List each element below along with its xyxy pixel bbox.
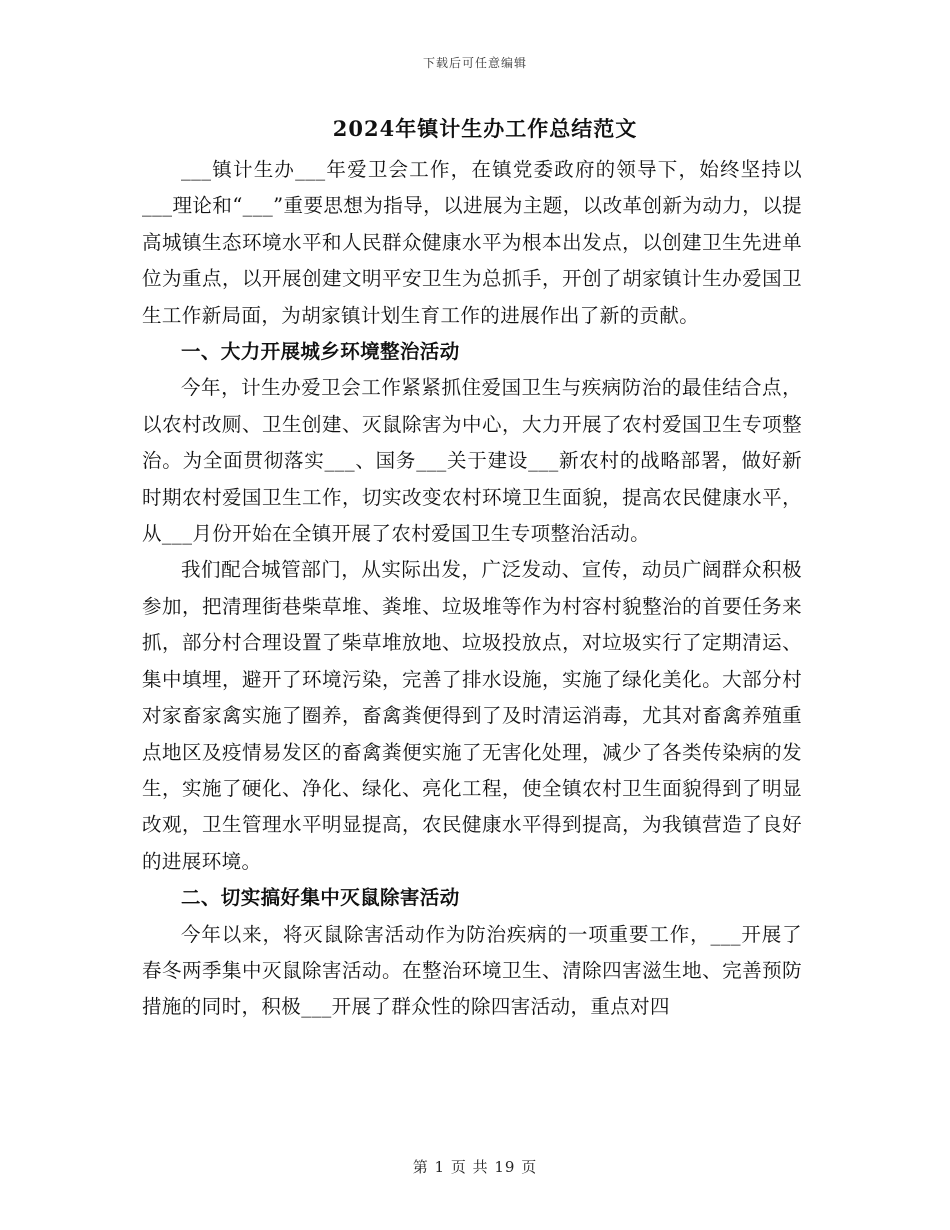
header-note: 下载后可任意编辑 bbox=[422, 56, 527, 70]
page-number-footer: 第 1 页 共 19 页 bbox=[412, 1158, 538, 1176]
section-1-paragraph-1: 今年，计生办爱卫会工作紧紧抓住爱国卫生与疾病防治的最佳结合点，以农村改厕、卫生创建、灭鼠除害为中心，大力开展了农村爱国卫生专项整治。为全面贯彻落实___、国务___关于建设___新农村的战略部署，做好新时期农村爱国卫生工作，切实改变农村环境卫生面貌，提高农民健康水平，从___月份开始在全镇开展了农村爱国卫生专项整治活动。 bbox=[142, 376, 802, 546]
document-body bbox=[142, 112, 802, 1026]
section-1-heading: 一、大力开展城乡环境整治活动 bbox=[181, 340, 460, 364]
section-1-paragraph-2: 我们配合城管部门，从实际出发，广泛发动、宣传，动员广阔群众积极参加，把清理街巷柴草堆、粪堆、垃圾堆等作为村容村貌整治的首要任务来抓，部分村合理设置了柴草堆放地、垃圾投放点，对垃圾实行了定期清运、集中填埋，避开了环境污染，完善了排水设施，实施了绿化美化。大部分村对家畜家禽实施了圈养，畜禽粪便得到了及时清运消毒，尤其对畜禽养殖重点地区及疫情易发区的畜禽粪便实施了无害化处理，减少了各类传染病的发生，实施了硬化、净化、绿化、亮化工程，使全镇农村卫生面貌得到了明显改观，卫生管理水平明显提高，农民健康水平得到提高，为我镇营造了良好的进展环境。 bbox=[142, 558, 802, 873]
section-2-heading: 二、切实搞好集中灭鼠除害活动 bbox=[181, 886, 460, 910]
intro-paragraph: ___镇计生办___年爱卫会工作，在镇党委政府的领导下，始终坚持以___理论和“___”重要思想为指导，以进展为主题，以改革创新为动力，以提高城镇生态环境水平和人民群众健康水平为根本出发点，以创建卫生先进单位为重点，以开展创建文明平安卫生为总抓手，开创了胡家镇计生办爱国卫生工作新局面，为胡家镇计划生育工作的进展作出了新的贡献。 bbox=[142, 158, 802, 327]
section-2-paragraph-1: 今年以来，将灭鼠除害活动作为防治疾病的一项重要工作，___开展了春冬两季集中灭鼠除害活动。在整治环境卫生、清除四害滋生地、完善预防措施的同时，积极___开展了群众性的除四害活动，重点对四 bbox=[142, 922, 802, 1019]
document-title: 2024年镇计生办工作总结范文 bbox=[332, 116, 638, 141]
